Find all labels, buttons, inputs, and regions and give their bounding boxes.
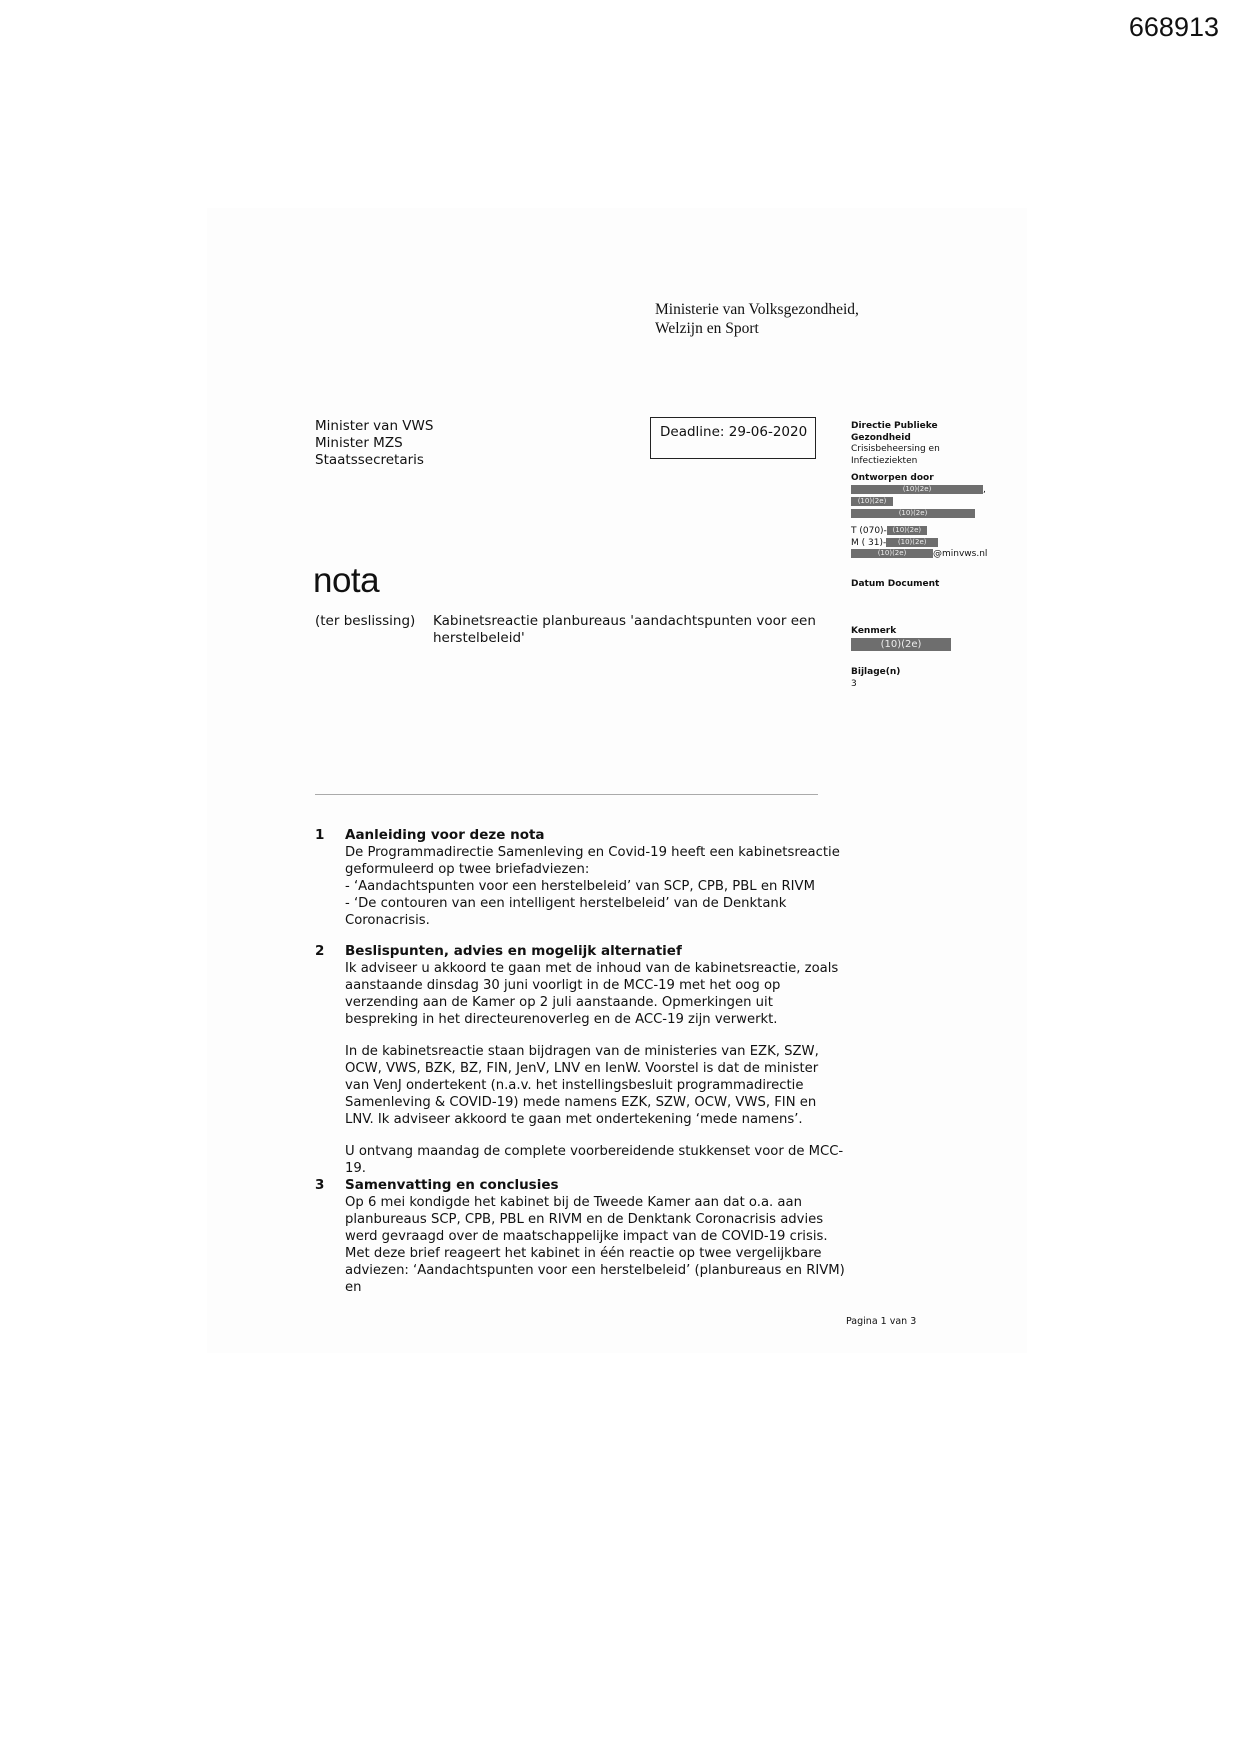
ministry-name-line1: Ministerie van Volksgezondheid,: [655, 301, 859, 318]
document-title: nota: [313, 561, 380, 600]
section-number: 3: [315, 1177, 325, 1193]
deadline-text: Deadline: 29-06-2020: [660, 424, 808, 440]
bullet-item: - ‘Aandachtspunten voor een herstelbeleid’ van SCP, CPB, PBL en RIVM: [345, 879, 815, 894]
section-heading: Samenvatting en conclusies: [345, 1177, 559, 1193]
paragraph: U ontvang maandag de complete voorbereidende stukkenset voor de MCC-19.: [345, 1144, 844, 1176]
page-footer: Pagina 1 van 3: [846, 1316, 917, 1327]
ministry-letterhead: [655, 300, 859, 338]
section-3: [315, 1177, 845, 1296]
redaction-bar: (10)(2e): [851, 549, 933, 558]
divider: [315, 794, 818, 795]
subject-text: Kabinetsreactie planbureaus 'aandachtspunten voor een herstelbeleid': [433, 613, 816, 646]
directie-line1: Directie Publieke: [851, 421, 938, 431]
directie-line2: Gezondheid: [851, 432, 911, 443]
paragraph: De Programmadirectie Samenleving en Covid-19 heeft een kabinetsreactie geformuleerd op twee briefadviezen:: [345, 845, 840, 877]
kenmerk-label: Kenmerk: [851, 626, 897, 636]
bijlagen-value: 3: [851, 678, 857, 689]
sidebar-metadata: Directie Publieke Gezondheid Crisisbeheersing en Infectieziekten Ontworpen door (10)(2e) , (10)(2e) (10)(2e) T (070)- (10)(2e) M ( 31)- (10)(2e) (10)(2e) @minvws.nl Datum Document Kenmerk (10)(2e) Bijlage(n) 3: [851, 421, 1001, 690]
redaction-bar: (10)(2e): [887, 526, 927, 535]
section-number: 2: [315, 943, 325, 959]
recipient: Staatssecretaris: [315, 452, 424, 468]
recipients: [315, 418, 433, 469]
section-number: 1: [315, 827, 325, 843]
afdeling-line1: Crisisbeheersing en: [851, 444, 940, 454]
datum-document-label: Datum Document: [851, 578, 940, 589]
document-number: 668913: [1128, 12, 1219, 42]
redaction-bar: (10)(2e): [851, 509, 975, 518]
ontworpen-label: Ontworpen door: [851, 473, 934, 483]
deadline-box: [650, 417, 816, 459]
section-heading: Beslispunten, advies en mogelijk alternatief: [345, 943, 682, 959]
bullet-item: - ‘De contouren van een intelligent herstelbeleid’ van de Denktank Coronacrisis.: [345, 896, 787, 928]
subject-label: (ter beslissing): [315, 613, 416, 629]
bijlagen-label: Bijlage(n): [851, 667, 901, 677]
redaction-bar: (10)(2e): [851, 638, 951, 651]
redaction-bar: (10)(2e): [851, 497, 893, 506]
section-2: [315, 943, 845, 1177]
ministry-name-line2: Welzijn en Sport: [655, 320, 759, 337]
phone-t-label: T (070)-: [851, 526, 887, 536]
recipient: Minister van VWS: [315, 418, 434, 434]
redaction-bar: (10)(2e): [886, 538, 938, 547]
phone-m-label: M ( 31)-: [851, 537, 887, 548]
afdeling-line2: Infectieziekten: [851, 455, 918, 466]
paragraph: In de kabinetsreactie staan bijdragen van de ministeries van EZK, SZW, OCW, VWS, BZK, BZ, FIN, JenV, LNV en IenW. Voorstel is dat de minister van VenJ ondertekent (n.a.v. het instellingsbesluit programmadirectie Samenleving & COVID-19) mede namens EZK, SZW, OCW, VWS, FIN en LNV. Ik adviseer akkoord te gaan met ondertekening ‘mede namens’.: [345, 1044, 819, 1127]
email-suffix: @minvws.nl: [933, 549, 988, 559]
paragraph: Op 6 mei kondigde het kabinet bij de Tweede Kamer aan dat o.a. aan planbureaus SCP, CPB, PBL en RIVM en de Denktank Coronacrisis advies werd gevraagd over de maatschappelijke impact van de COVID-19 crisis. Met deze brief reageert het kabinet in één reactie op twee vergelijkbare adviezen: ‘Aandachtspunten voor een herstelbeleid’ (planbureaus en RIVM) en: [345, 1195, 845, 1295]
recipient: Minister MZS: [315, 435, 403, 451]
section-heading: Aanleiding voor deze nota: [345, 827, 545, 843]
paragraph: Ik adviseer u akkoord te gaan met de inhoud van de kabinetsreactie, zoals aanstaande dinsdag 30 juni voorligt in de MCC-19 met het oog op verzending aan de Kamer op 2 juli aanstaande. Opmerkingen uit bespreking in het directeurenoverleg en de ACC-19 zijn verwerkt.: [345, 961, 839, 1027]
section-1: [315, 827, 845, 929]
redaction-bar: (10)(2e): [851, 485, 983, 494]
